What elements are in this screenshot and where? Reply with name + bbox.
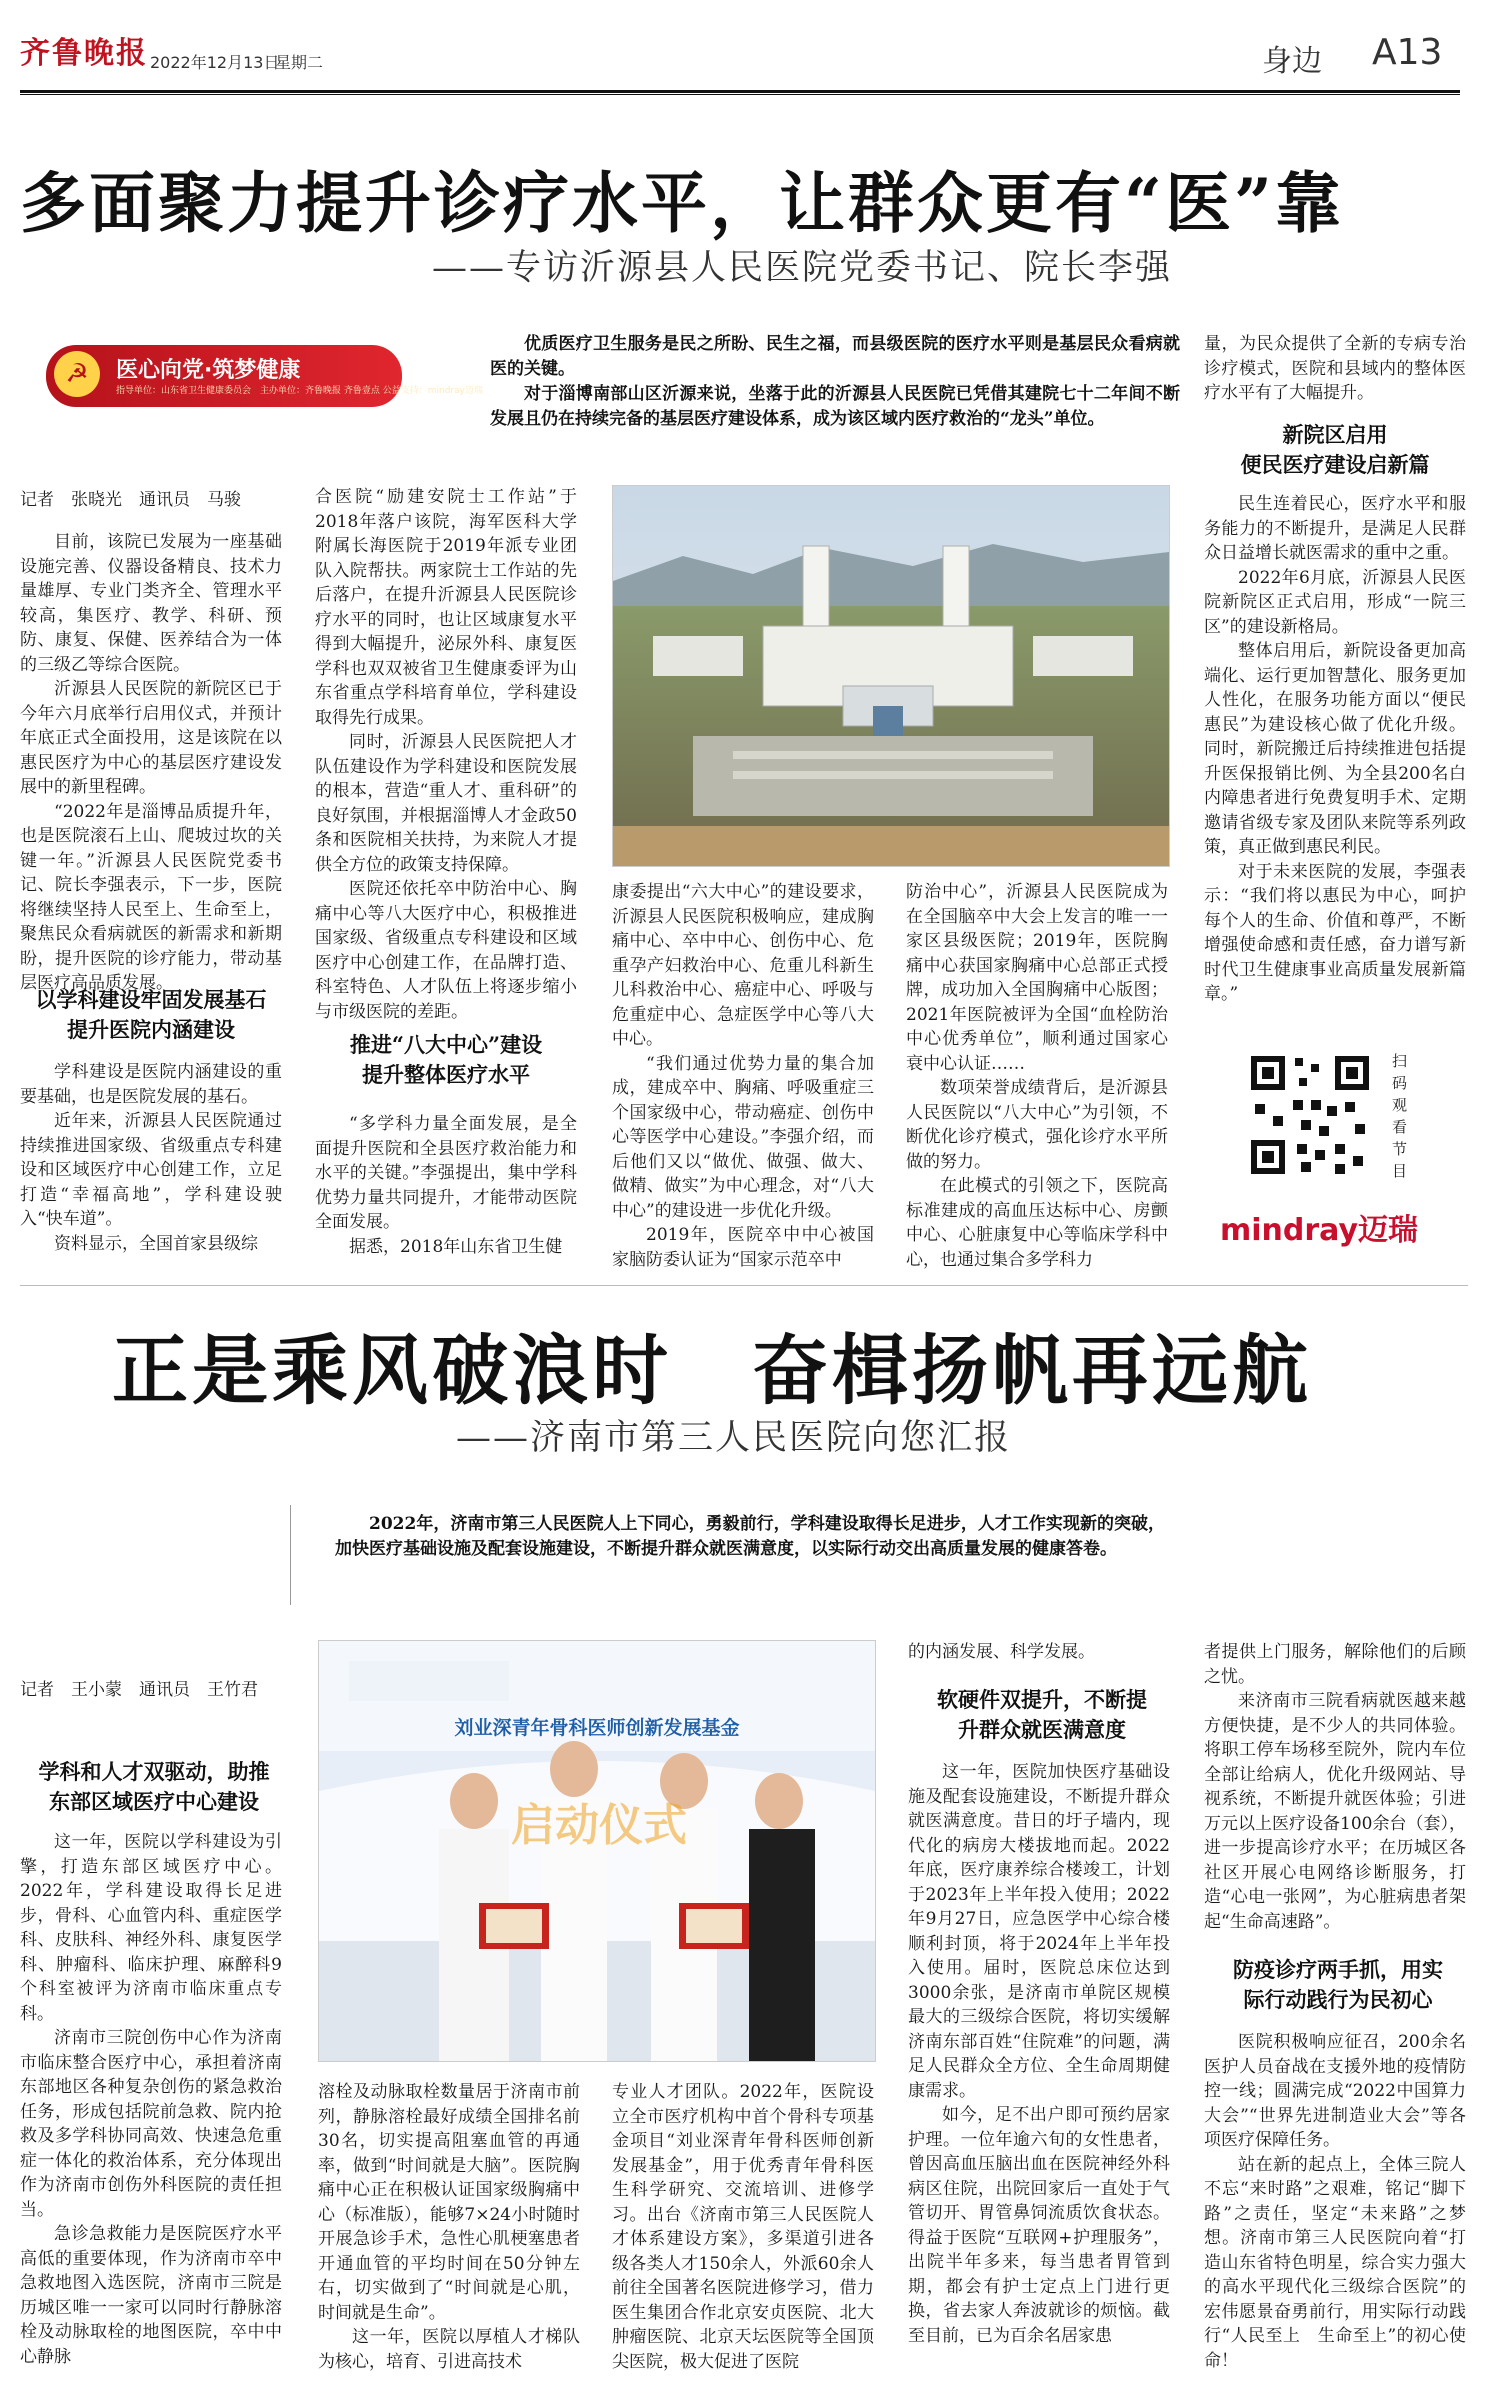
mindray-logo [1220,1205,1418,1249]
paragraph: “我们通过优势力量的集合加成，建成卒中、胸痛、呼吸重症三个国家级中心，带动癌症、创伤中心等医学中心建设。”李强介绍，而后他们又以“做优、做强、做大、做精、做实”为中心理念，对“八大中心”的建设进一步优化升级。 [612,1053,874,1221]
paragraph: 据悉，2018年山东省卫生健 [349,1236,563,1257]
qr-caption: 扫码观看节目 [1392,1052,1408,1180]
page-number: A13 [1372,32,1443,73]
sponsor-brand-cn: 迈瑞 [1358,1213,1419,1248]
paragraph: 民生连着民心，医疗水平和服务能力的不断提升，是满足人民群众日益增长就医需求的重中之重。 [1204,494,1466,563]
paragraph: 这一年，医院以厚植人才梯队为核心，培育、引进高技术 [318,2327,580,2372]
paragraph: 急诊急救能力是医院医疗水平高低的重要体现，作为济南市卒中急救地图入选医院，济南市三院是历城区唯一一家可以同时行静脉溶栓及动脉取栓的地图医院，卒中中心静脉 [20,2224,282,2367]
article1-col4 [906,880,1168,1272]
lead-box-rule [290,1505,291,1605]
lead-paragraph: 对于淄博南部山区沂源来说，坐落于此的沂源县人民医院已凭借其建院七十二年间不断发展且仍在持续完备的基层医疗建设体系，成为该区域内医疗救治的“龙头”单位。 [490,384,1180,429]
paragraph: 溶栓及动脉取栓数量居于济南市前列，静脉溶栓最好成绩全国排名前30名，切实提高阻塞血管的再通率，做到“时间就是大脑”。医院胸痛中心正在积极认证国家级胸痛中心（标准版），能够7×24小时随时开展急诊手术，急性心肌梗塞患者开通血管的平均时间在50分钟左右，切实做到了“时间就是心肌，时间就是生命”。 [318,2082,580,2323]
sponsor-brand: mindray [1220,1213,1359,1248]
ceremony-photo [318,1640,876,2062]
article1-col5 [1204,332,1466,406]
ceremony-big-text: 启动仪式 [511,1800,687,1851]
article-divider [20,1285,1468,1286]
paragraph: 整体启用后，新院设备更加高端化、运行更加智慧化、服务更加人性化，在服务功能方面以“便民惠民”为建设核心做了优化升级。同时，新院搬迁后持续推进包括提升医保报销比例、为全县200名白内障患者进行免费复明手术、定期邀请省级专家及团队来院等系列政策，真正做到惠民利民。 [1204,641,1466,857]
masthead-rule [20,90,1460,93]
paragraph: 这一年，医院加快医疗基础设施及配套设施建设，不断提升群众就医满意度。昔日的圩子墙内，现代化的病房大楼拔地而起。2022年底，医疗康养综合楼竣工，计划于2023年上半年投入使用；2022年9月27日，应急医学中心综合楼顺利封顶，将于2024年上半年投入使用。届时，医院总床位达到3000余张，是济南市单院区规模最大的三级综合医院，将切实缓解济南东部百姓“住院难”的问题，满足人民群众全方位、全生命周期健康需求。 [908,1762,1170,2101]
article1-subhead-3: 新院区启用 便民医疗建设启新篇 [1240,422,1430,477]
article2-col1 [20,1830,282,2369]
article2-byline: 记者 王小蒙 通讯员 王竹君 [20,1680,258,1700]
masthead-rule-thin [20,94,1460,95]
banner-sponsors: 指导单位：山东省卫生健康委员会 主办单位：齐鲁晚报 齐鲁壹点 公益支持：mindray迈瑞 [116,386,483,396]
lead-paragraph: 2022年，济南市第三人民医院人上下同心，勇毅前行，学科建设取得长足进步，人才工作实现新的突破，加快医疗基础设施及配套设施建设，不断提升群众就医满意度，以实际行动交出高质量发展的健康答卷。 [335,1514,1165,1559]
paragraph: “2022年是淄博品质提升年，也是医院滚石上山、爬坡过坎的关键一年。”沂源县人民医院党委书记、院长李强表示，下一步，医院将继续坚持人民至上、生命至上，聚焦民众看病就医的新需求和新期盼，提升医院的诊疗能力，带动基层医疗高品质发展。 [20,801,282,993]
paragraph: 2022年6月底，沂源县人民医院新院区正式启用，形成“一院三区”的建设新格局。 [1204,567,1466,637]
article1-lead [490,332,1180,432]
article2-col4 [908,1640,1170,1665]
paragraph: 站在新的起点上，全体三院人不忘“来时路”之艰难，铭记“脚下路”之责任，坚定“未来路”之梦想。济南市第三人民医院向着“打造山东省特色明星，综合实力强大的高水平现代化三级综合医院”的宏伟愿景奋勇前行，用实际行动践行“人民至上 生命至上”的初心使命！ [1204,2154,1466,2371]
article1-col5b [1204,492,1466,1007]
masthead [0,0,1488,79]
paragraph: 对于未来医院的发展，李强表示：“我们将以惠民为中心，呵护每个人的生命、价值和尊严，不断增强使命感和责任感，奋力谱写新时代卫生健康事业高质量发展新篇章。” [1204,861,1466,1004]
paragraph: 在此模式的引领之下，医院高标准建成的高血压达标中心、房颤中心、心脏康复中心等临床学科中心，也通过集合多学科力 [906,1176,1168,1270]
article2-subheadline: ——济南市第三人民医院向您汇报 [456,1418,1012,1458]
article2-col5b [1204,2030,1466,2373]
lead-paragraph: 优质医疗卫生服务是民之所盼、民生之福，而县级医院的医疗水平则是基层民众看病就医的关键。 [490,334,1180,379]
qr-code[interactable] [1245,1050,1375,1180]
paragraph: 合医院“励建安院士工作站”于2018年落户该院，海军医科大学附属长海医院于2019年派专业团队入院帮扶。两家院士工作站的先后落户，在提升沂源县人民医院诊疗水平的同时，也让区域康复水平得到大幅提升，泌尿外科、康复医学科也双双被省卫生健康委评为山东省重点学科培育单位，学科建设取得先行成果。 [315,487,577,728]
paragraph: “多学科力量全面发展，是全面提升医院和全县医疗救治能力和水平的关键。”李强提出，集中学科优势力量共同提升，才能带动医院全面发展。 [315,1114,577,1232]
paragraph: 学科建设是医院内涵建设的重要基础，也是医院发展的基石。 [20,1062,282,1107]
paragraph: 近年来，沂源县人民医院通过持续推进国家级、省级重点专科建设和区域医疗中心创建工作，立足打造“幸福高地”，学科建设驶入“快车道”。 [20,1111,282,1229]
paragraph: 这一年，医院以学科建设为引擎，打造东部区域医疗中心。2022年，学科建设取得长足进步，骨科、心血管内科、重症医学科、皮肤科、神经外科、康复医学科、肿瘤科、临床护理、麻醉科9个科室被评为济南市临床重点专科。 [20,1832,282,2024]
qr-code-icon [1245,1050,1375,1180]
article2-lead [335,1512,1165,1562]
paper-name: 齐鲁晚报 [20,36,148,71]
paragraph: 同时，沂源县人民医院把人才队伍建设作为学科建设和医院发展的根本，营造“重人才、重科研”的良好氛围，并根据淄博人才金政50条和医院相关扶持，为来院人才提供全方位的政策支持保障。 [315,732,577,875]
paragraph: 如今，足不出户即可预约居家护理。一位年逾六旬的女性患者，曾因高血压脑出血在医院神经外科病区住院，出院回家后一直处于气管切开、胃管鼻饲流质饮食状态。得益于医院“互联网+护理服务”，出院半年多来，每当患者胃管到期，都会有护士定点上门进行更换，省去家人奔波就诊的烦恼。截至目前，已为百余名居家患 [908,2105,1170,2346]
article2-col4b [908,1760,1170,2348]
paragraph: 医院积极响应征召，200余名医护人员奋战在支援外地的疫情防控一线；圆满完成“2022中国算力大会”“世界先进制造业大会”等各项医疗保障任务。 [1204,2032,1466,2150]
article2-col2 [318,2080,580,2374]
paragraph: 资料显示，全国首家县级综 [54,1233,258,1254]
article2-col3 [612,2080,874,2374]
article2-subhead-1: 学科和人才双驱动，助推 东部区域医疗中心建设 [38,1759,270,1814]
article2-subhead-3: 防疫诊疗两手抓，用实 际行动践行为民初心 [1233,1957,1443,2012]
paragraph: 量，为民众提供了全新的专病专治诊疗模式，医院和县域内的整体医疗水平有了大幅提升。 [1204,334,1466,403]
ceremony-banner-text: 刘业深青年骨科医师创新发展基金 [454,1717,740,1739]
paragraph: 数项荣誉成绩背后，是沂源县人民医院以“八大中心”为引领，不断优化诊疗模式，强化诊疗水平所做的努力。 [906,1078,1168,1172]
article1-subheadline: ——专访沂源县人民医院党委书记、院长李强 [432,248,1173,288]
hospital-aerial-photo [612,485,1170,867]
column-banner [46,345,483,407]
article1-subhead-1: 以学科建设牢固发展基石 提升医院内涵建设 [35,987,267,1042]
paragraph: 沂源县人民医院的新院区已于今年六月底举行启用仪式，并预计年底正式全面投用，这是该院在以惠民医疗为中心的基层医疗建设发展中的新里程碑。 [20,679,282,797]
article1-col1b [20,1060,282,1256]
party-emblem-icon: ☭ [54,351,100,397]
paragraph: 专业人才团队。2022年，医院设立全市医疗机构中首个骨科专项基金项目“刘业深青年骨科医师创新发展基金”，用于优秀青年骨科医生科学研究、交流培训、进修学习。出台《济南市第三人民医院人才体系建设方案》，多渠道引进各级各类人才150余人，外派60余人前往全国著名医院进修学习，借力医生集团合作北京安贞医院、北大肿瘤医院、北京天坛医院等全国顶尖医院，极大促进了医院 [612,2082,874,2372]
article1-headline: 多面聚力提升诊疗水平，让群众更有“医”靠 [20,164,1344,242]
article2-col5 [1204,1640,1466,1934]
article1-subhead-2: 推进“八大中心”建设 提升整体医疗水平 [349,1032,543,1087]
article2-subhead-2: 软硬件双提升，不断提 升群众就医满意度 [937,1687,1147,1742]
banner-title: 医心向党·筑梦健康 [116,358,301,383]
issue-date: 2022年12月13日 [150,53,280,72]
paragraph: 目前，该院已发展为一座基础设施完善、仪器设备精良、技术力量雄厚、专业门类齐全、管理水平较高，集医疗、教学、科研、预防、康复、保健、医养结合为一体的三级乙等综合医院。 [20,532,282,675]
article2-headline: 正是乘风破浪时 奋楫扬帆再远航 [112,1326,1312,1415]
article1-col3 [612,880,874,1272]
section-name: 身边 [1262,44,1322,79]
paragraph: 康委提出“六大中心”的建设要求，沂源县人民医院积极响应，建成胸痛中心、卒中中心、创伤中心、危重孕产妇救治中心、危重儿科新生儿科救治中心、癌症中心、呼吸与危重症中心、急症医学中心等八大中心。 [612,882,874,1049]
paragraph: 医院还依托卒中防治中心、胸痛中心等八大医疗中心，积极推进国家级、省级重点专科建设和区域医疗中心创建工作，在品牌打造、科室特色、人才队伍上将逐步缩小与市级医院的差距。 [315,879,577,1022]
paragraph: 来济南市三院看病就医越来越方便快捷，是不少人的共同体验。将职工停车场移至院外，院内车位全部让给病人，优化升级网站、导视系统，不断提升就医体验；引进万元以上医疗设备100余台（套），进一步提高诊疗水平；在历城区各社区开展心电网络诊断服务，打造“心电一张网”，为心脏病患者架起“生命高速路”。 [1204,1691,1466,1932]
article1-col1 [20,530,282,996]
paragraph: 济南市三院创伤中心作为济南市临床整合医疗中心，承担着济南东部地区各种复杂创伤的紧急救治任务，形成包括院前急救、院内抢救及多学科协同高效、快速急危重症一体化的救治体系，充分体现出作为济南市创伤外科医院的责任担当。 [20,2028,282,2220]
article1-byline: 记者 张晓光 通讯员 马骏 [20,490,241,510]
issue-weekday: 星期二 [275,53,324,72]
paragraph: 防治中心”，沂源县人民医院成为在全国脑卒中大会上发言的唯一一家区县级医院；2019年，医院胸痛中心获国家胸痛中心总部正式授牌，成功加入全国胸痛中心版图；2021年医院被评为全国“血栓防治中心优秀单位”，顺利通过国家心衰中心认证…… [906,882,1168,1074]
paragraph: 的内涵发展、科学发展。 [908,1642,1095,1662]
hospital-aerial-illustration [613,486,1169,866]
article1-col2b [315,1112,577,1259]
paragraph: 者提供上门服务，解除他们的后顾之忧。 [1204,1642,1466,1687]
article1-col2 [315,485,577,1024]
paragraph: 2019年，医院卒中中心被国家脑防委认证为“国家示范卒中 [612,1225,874,1270]
